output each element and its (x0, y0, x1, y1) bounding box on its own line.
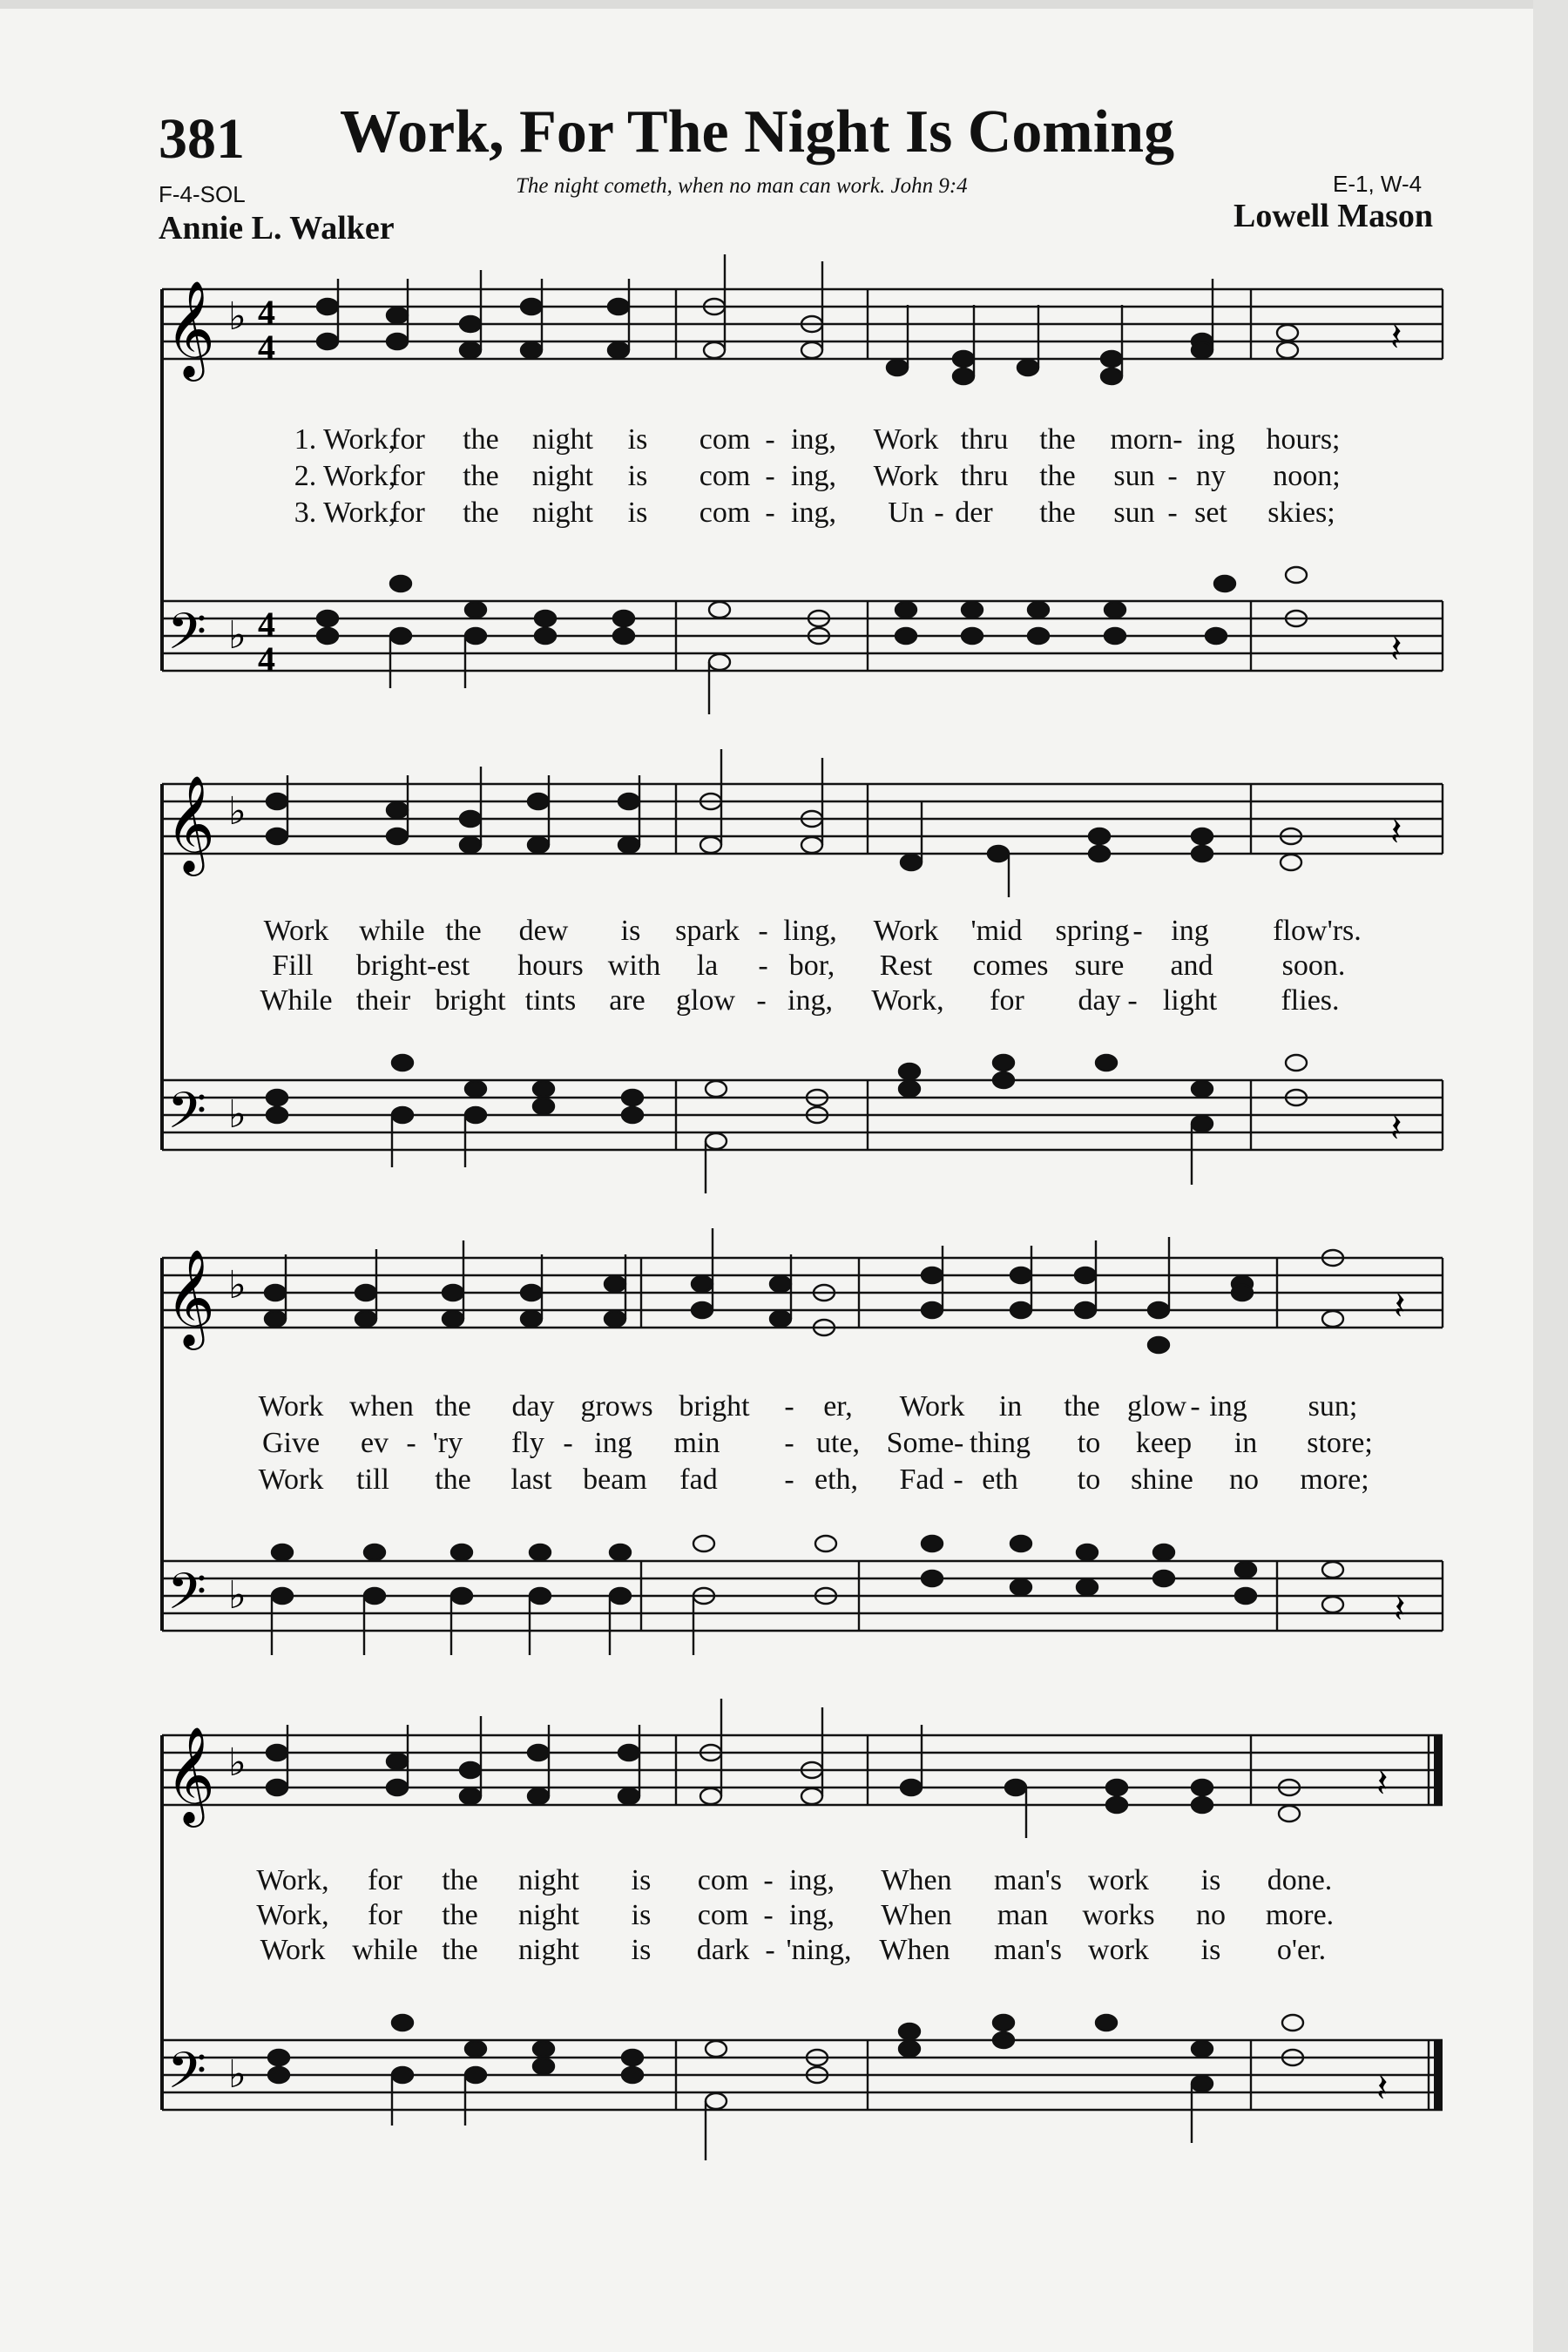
hymn-title: Work, For The Night Is Coming (340, 98, 1175, 166)
lyric-syllable: grows (580, 1390, 653, 1423)
flat-icon: ♭ (228, 1740, 247, 1785)
verse-2-line (0, 1427, 1481, 1462)
lyric-syllable: more; (1300, 1463, 1369, 1496)
lyric-syllable: when (349, 1390, 414, 1423)
lyric-syllable: work (1088, 1864, 1149, 1896)
lyric-syllable: Rest (879, 950, 933, 982)
lyric-syllable: set (1194, 497, 1227, 529)
lyric-syllable: eth, (814, 1463, 859, 1496)
lyric-syllable: and (1170, 950, 1213, 982)
verse-2-line (0, 950, 1481, 984)
lyric-syllable: - (784, 1427, 794, 1459)
lyric-syllable: 'ning, (786, 1934, 852, 1966)
lyric-syllable: When (879, 1934, 950, 1966)
lyric-syllable: day (511, 1390, 555, 1423)
lyric-syllable: for (368, 1899, 402, 1931)
lyric-syllable: spark (675, 915, 740, 947)
flat-icon: ♭ (228, 294, 247, 339)
lyric-syllable: till (356, 1463, 389, 1496)
composer: Lowell Mason (1233, 198, 1434, 234)
lyric-syllable: man (997, 1899, 1049, 1931)
treble-clef-icon: 𝄞 (166, 1726, 215, 1823)
verse-3-line (0, 984, 1481, 1019)
lyric-syllable: sun (1113, 460, 1155, 492)
lyric-syllable: - (765, 423, 775, 456)
lyric-syllable: is (631, 1934, 652, 1966)
lyric-syllable: ing, (791, 497, 836, 529)
lyric-syllable: are (609, 984, 645, 1017)
lyric-syllable: ing, (787, 984, 833, 1017)
lyric-syllable: - (1127, 984, 1138, 1017)
lyric-syllable: the (1039, 423, 1076, 456)
rest-icon: 𝄽 (1390, 810, 1402, 855)
lyric-syllable: soon. (1281, 950, 1346, 982)
lyric-syllable: spring (1055, 915, 1130, 947)
lyric-syllable: no (1229, 1463, 1259, 1496)
lyric-syllable: ing (1197, 423, 1235, 456)
lyric-syllable: flow'rs. (1273, 915, 1362, 947)
lyric-syllable: 1. Work, (294, 423, 396, 456)
lyric-syllable: the (442, 1934, 478, 1966)
flat-icon: ♭ (228, 789, 247, 834)
lyric-syllable: - (1167, 460, 1178, 492)
lyric-syllable: is (620, 915, 641, 947)
svg-text:4: 4 (258, 328, 275, 367)
lyric-syllable: - (406, 1427, 416, 1459)
lyric-syllable: ing (1209, 1390, 1247, 1423)
flat-icon: ♭ (228, 1263, 247, 1308)
bass-clef-icon: 𝄢 (167, 602, 207, 673)
lyric-syllable: the (463, 497, 499, 529)
lyric-syllable: sun (1113, 497, 1155, 529)
lyric-syllable: - (765, 1934, 775, 1966)
lyric-syllable: 'ry (432, 1427, 463, 1459)
lyric-syllable: night (532, 460, 593, 492)
lyric-syllable: ing (1171, 915, 1209, 947)
lyric-syllable: - (765, 460, 775, 492)
lyricist: Annie L. Walker (159, 210, 395, 247)
verse-3-line (0, 1934, 1481, 1969)
lyric-syllable: Work (258, 1463, 324, 1496)
lyric-syllable: thing (970, 1427, 1031, 1459)
lyric-syllable: 2. Work, (294, 460, 396, 492)
lyric-syllable: last (510, 1463, 552, 1496)
lyric-syllable: morn- (1110, 423, 1183, 456)
lyric-syllable: ling, (783, 915, 837, 947)
lyric-syllable: is (627, 423, 648, 456)
lyric-syllable: o'er. (1276, 1934, 1327, 1966)
lyric-syllable: the (1064, 1390, 1100, 1423)
lyric-syllable: for (390, 497, 425, 529)
rest-icon: 𝄽 (1376, 2066, 1389, 2111)
svg-text:4: 4 (258, 293, 275, 332)
rest-icon: 𝄽 (1390, 627, 1402, 672)
lyric-syllable: When (881, 1899, 952, 1931)
rest-icon: 𝄽 (1394, 1587, 1406, 1632)
lyric-syllable: While (260, 984, 333, 1017)
lyric-syllable: - (758, 950, 768, 982)
treble-notes-2 (267, 749, 1301, 897)
lyric-syllable: to (1077, 1463, 1101, 1496)
lyric-syllable: com (699, 460, 751, 492)
key-annotation-left: F-4-SOL (159, 181, 246, 207)
lyric-syllable: noon; (1273, 460, 1341, 492)
rest-icon: 𝄽 (1390, 315, 1402, 360)
lyric-syllable: the (442, 1864, 478, 1896)
treble-notes-3 (265, 1228, 1343, 1353)
lyric-syllable: night (518, 1899, 579, 1931)
lyric-syllable: Work (873, 423, 939, 456)
lyric-syllable: beam (583, 1463, 647, 1496)
flat-icon: ♭ (228, 1573, 247, 1618)
treble-clef-icon: 𝄞 (166, 280, 215, 377)
flat-icon: ♭ (228, 1092, 247, 1137)
lyric-syllable: Work, (256, 1864, 329, 1896)
lyric-syllable: - (1190, 1390, 1200, 1423)
lyric-syllable: is (1200, 1864, 1221, 1896)
lyric-syllable: - (563, 1427, 573, 1459)
lyric-syllable: eth (982, 1463, 1018, 1496)
lyric-syllable: Work (258, 1390, 324, 1423)
lyric-syllable: Work (260, 1934, 326, 1966)
lyric-syllable: Un (888, 497, 924, 529)
lyric-syllable: bor, (788, 950, 835, 982)
lyric-syllable: keep (1135, 1427, 1193, 1459)
lyric-syllable: bright (679, 1390, 750, 1423)
lyric-syllable: sure (1074, 950, 1125, 982)
lyric-syllable: store; (1307, 1427, 1373, 1459)
lyric-syllable: la (696, 950, 719, 982)
lyric-syllable: com (699, 497, 751, 529)
lyric-syllable: fad (679, 1463, 718, 1496)
lyric-syllable: for (368, 1864, 402, 1896)
lyric-syllable: hours; (1266, 423, 1341, 456)
lyric-syllable: 'mid (970, 915, 1023, 947)
lyric-syllable: Work (873, 460, 939, 492)
lyric-syllable: Work, (871, 984, 944, 1017)
lyric-syllable: work (1088, 1934, 1149, 1966)
lyric-syllable: Work (899, 1390, 965, 1423)
lyric-syllable: fly (511, 1427, 544, 1459)
lyric-syllable: in (1233, 1427, 1258, 1459)
lyric-syllable: - (1167, 497, 1178, 529)
rest-icon: 𝄽 (1376, 1761, 1389, 1806)
verse-3-line (0, 1463, 1481, 1498)
lyric-syllable: ing, (789, 1864, 835, 1896)
lyric-syllable: with (607, 950, 661, 982)
lyric-syllable: ing (594, 1427, 632, 1459)
lyric-syllable: - (953, 1463, 963, 1496)
lyric-syllable: - (756, 984, 767, 1017)
lyric-syllable: com (697, 1864, 749, 1896)
lyric-syllable: ing, (791, 460, 836, 492)
lyric-syllable: Give (261, 1427, 321, 1459)
lyric-syllable: - (763, 1899, 774, 1931)
lyric-syllable: day (1078, 984, 1121, 1017)
lyric-syllable: glow (1127, 1390, 1186, 1423)
lyric-syllable: for (390, 423, 425, 456)
lyric-syllable: ny (1196, 460, 1226, 492)
bass-clef-icon: 𝄢 (167, 1081, 207, 1152)
lyric-syllable: Some- (886, 1427, 964, 1459)
lyric-syllable: the (445, 915, 482, 947)
lyric-syllable: 3. Work, (294, 497, 396, 529)
verse-2-line (0, 1899, 1481, 1934)
lyric-syllable: done. (1267, 1864, 1333, 1896)
svg-text:4: 4 (258, 639, 275, 679)
lyric-syllable: - (765, 497, 775, 529)
lyric-syllable: min (673, 1427, 720, 1459)
lyric-syllable: - (763, 1864, 774, 1896)
lyric-syllable: while (359, 915, 425, 947)
lyric-syllable: to (1077, 1427, 1101, 1459)
verse-1-line (0, 423, 1481, 458)
rest-icon: 𝄽 (1390, 1106, 1402, 1151)
lyric-syllable: flies. (1281, 984, 1340, 1017)
lyric-syllable: der (955, 497, 993, 529)
lyric-syllable: dew (518, 915, 569, 947)
verse-1-line (0, 1864, 1481, 1899)
lyric-syllable: for (390, 460, 425, 492)
bass-clef-icon: 𝄢 (167, 1562, 207, 1633)
lyric-syllable: com (697, 1899, 749, 1931)
lyric-syllable: man's (994, 1934, 1062, 1966)
lyric-syllable: the (463, 423, 499, 456)
lyric-syllable: skies; (1267, 497, 1335, 529)
lyric-syllable: the (1039, 460, 1076, 492)
verse-2-line (0, 460, 1481, 495)
treble-clef-icon: 𝄞 (166, 1248, 215, 1346)
svg-text:4: 4 (258, 605, 275, 644)
lyric-syllable: more. (1265, 1899, 1335, 1931)
lyric-syllable: - (758, 915, 768, 947)
lyric-syllable: works (1082, 1899, 1155, 1931)
lyric-syllable: the (435, 1390, 471, 1423)
lyric-syllable: for (990, 984, 1024, 1017)
lyric-syllable: dark (696, 1934, 750, 1966)
lyric-syllable: sun; (1308, 1390, 1358, 1423)
lyric-syllable: bright (435, 984, 506, 1017)
lyric-syllable: tints (524, 984, 577, 1017)
lyric-syllable: - (784, 1390, 794, 1423)
lyric-syllable: night (518, 1934, 579, 1966)
lyric-syllable: ing, (789, 1899, 835, 1931)
rest-icon: 𝄽 (1394, 1284, 1406, 1328)
lyric-syllable: Work (263, 915, 329, 947)
lyric-syllable: ute, (815, 1427, 861, 1459)
lyric-syllable: shine (1131, 1463, 1193, 1496)
lyric-syllable: com (699, 423, 751, 456)
lyric-syllable: Fill (272, 950, 314, 982)
lyric-syllable: the (1039, 497, 1076, 529)
verse-1-line (0, 1390, 1481, 1425)
lyric-syllable: the (442, 1899, 478, 1931)
lyric-syllable: glow (676, 984, 735, 1017)
treble-notes-4 (267, 1699, 1300, 1838)
lyric-syllable: ing, (791, 423, 836, 456)
key-annotation-right: E-1, W-4 (1333, 171, 1423, 197)
lyric-syllable: night (532, 423, 593, 456)
verse-1-line (0, 915, 1481, 950)
verse-3-line (0, 497, 1481, 531)
lyric-syllable: is (631, 1899, 652, 1931)
lyric-syllable: comes (972, 950, 1049, 982)
lyric-syllable: thru (960, 460, 1009, 492)
lyric-syllable: When (881, 1864, 952, 1896)
lyric-syllable: Work, (256, 1899, 329, 1931)
lyric-syllable: - (784, 1463, 794, 1496)
lyric-syllable: is (627, 460, 648, 492)
lyric-syllable: night (518, 1864, 579, 1896)
lyric-syllable: thru (960, 423, 1009, 456)
lyric-syllable: - (1132, 915, 1143, 947)
lyric-syllable: the (463, 460, 499, 492)
lyric-syllable: light (1162, 984, 1218, 1017)
scripture-epigraph: The night cometh, when no man can work. John 9:4 (516, 174, 968, 198)
bass-notes-2 (267, 1055, 1307, 1193)
lyric-syllable: the (435, 1463, 471, 1496)
lyric-syllable: ev (360, 1427, 389, 1459)
lyric-syllable: hours (517, 950, 584, 982)
lyric-syllable: while (352, 1934, 418, 1966)
flat-icon: ♭ (228, 2052, 247, 2097)
lyric-syllable: night (532, 497, 593, 529)
lyric-syllable: in (998, 1390, 1023, 1423)
bass-notes-4 (268, 2015, 1303, 2160)
lyric-syllable: is (627, 497, 648, 529)
lyric-syllable: - (934, 497, 944, 529)
hymn-number: 381 (159, 107, 245, 171)
lyric-syllable: is (631, 1864, 652, 1896)
lyric-syllable: man's (994, 1864, 1062, 1896)
treble-clef-icon: 𝄞 (166, 774, 215, 872)
lyric-syllable: er, (823, 1390, 853, 1423)
lyric-syllable: Work (873, 915, 939, 947)
bass-notes-1 (317, 567, 1307, 714)
treble-notes-1 (317, 254, 1298, 384)
lyric-syllable: no (1196, 1899, 1226, 1931)
lyric-syllable: Fad (899, 1463, 944, 1496)
lyric-syllable: bright-est (355, 950, 470, 982)
bass-clef-icon: 𝄢 (167, 2041, 207, 2112)
lyric-syllable: their (355, 984, 411, 1017)
flat-icon: ♭ (228, 613, 247, 658)
lyric-syllable: is (1200, 1934, 1221, 1966)
